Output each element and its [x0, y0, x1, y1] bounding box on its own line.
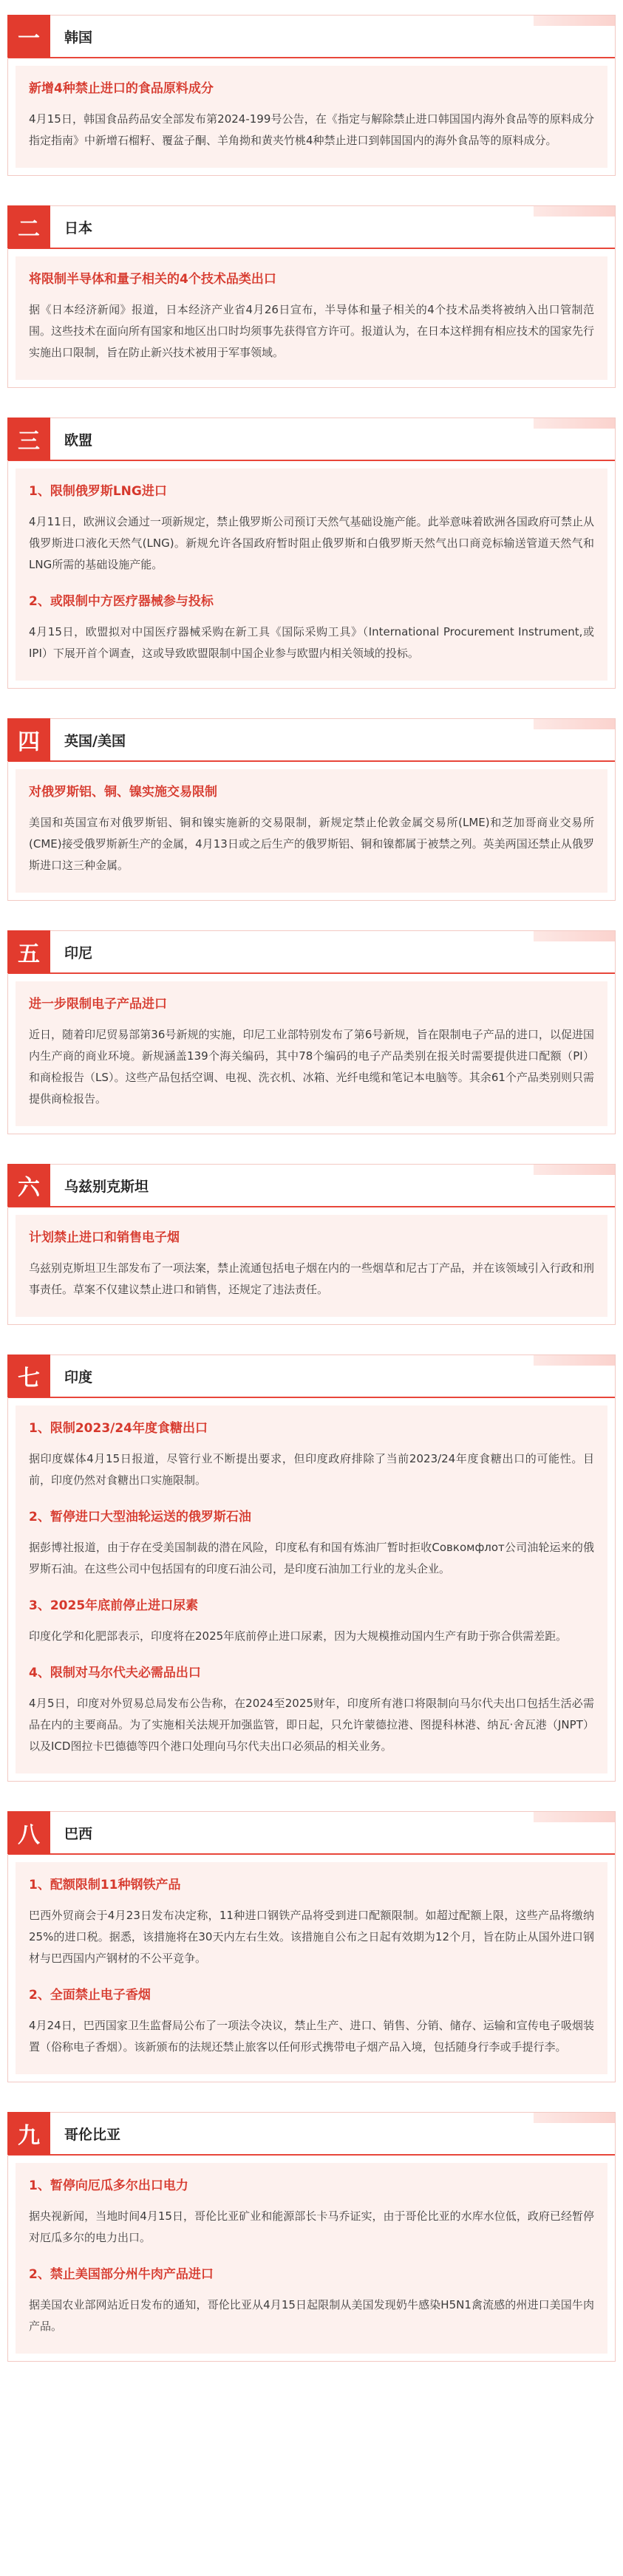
header-decoration — [534, 1355, 615, 1366]
item-title: 进一步限制电子产品进口 — [29, 997, 167, 1012]
section-header — [8, 16, 615, 58]
item-text: 据彭博社报道，由于存在受美国制裁的潜在风险，印度私有和国有炼油厂暂时拒收Совкомфлот公司油轮运来的俄罗斯石油。在这些公司中包括国有的印度石油公司，是印度石油加工行业的龙头企业。 — [29, 1541, 594, 1575]
section-body — [16, 256, 607, 380]
section-number: 一 — [7, 15, 50, 58]
item-text: 据美国农业部网站近日发布的通知，哥伦比亚从4月15日起限制从美国发现奶牛感染H5N1禽流感的州进口美国牛肉产品。 — [29, 2298, 594, 2333]
item-text: 乌兹别克斯坦卫生部发布了一项法案，禁止流通包括电子烟在内的一些烟草和尼古丁产品，并在该领域引入行政和刑事责任。草案不仅建议禁止进口和销售，还规定了违法责任。 — [29, 1261, 595, 1296]
item-title: 1、限制2023/24年度食糖出口 — [29, 1421, 208, 1436]
section-header — [8, 418, 615, 461]
section-list — [7, 15, 616, 2362]
item-text: 近日，随着印尼贸易部第36号新规的实施，印尼工业部特别发布了第6号新规，旨在限制电子产品的进口，以促进国内生产商的商业环境。新规涵盖139个海关编码，其中78个编码的电子产品类别在报关时需要提供进口配额（PI）和商检报告（LS）。这些产品包括空调、电视、洗衣机、冰箱、光纤电缆和笔记本电脑等。其余61个产品类别则只需提供商检报告。 — [29, 1028, 594, 1105]
section-body — [16, 1862, 607, 2074]
header-decoration — [534, 1165, 615, 1175]
section-number: 五 — [7, 930, 50, 973]
section-header — [8, 1355, 615, 1398]
section-number: 三 — [7, 418, 50, 460]
section-body — [16, 468, 607, 681]
country-title: 印度 — [64, 1369, 93, 1386]
item-text: 4月15日，欧盟拟对中国医疗器械采购在新工具《国际采购工具》（International Procurement Instrument,或IPI）下展开首个调查，这或导致欧盟限制中国企业参与欧盟内相关领域的投标。 — [29, 625, 594, 660]
item-title: 计划禁止进口和销售电子烟 — [29, 1230, 180, 1245]
country-title: 巴西 — [64, 1825, 93, 1842]
item-title: 1、配额限制11种钢铁产品 — [29, 1878, 181, 1892]
country-section — [7, 418, 616, 689]
item-text: 印度化学和化肥部表示，印度将在2025年底前停止进口尿素，因为大规模推动国内生产有助于弥合供需差距。 — [29, 1629, 568, 1643]
item-text: 据《日本经济新闻》报道，日本经济产业省4月26日宣布，半导体和量子相关的4个技术品类将被纳入出口管制范围。这些技术在面向所有国家和地区出口时均须事先获得官方许可。报道认为，在日本这样拥有相应技术的国家先行实施出口限制，旨在防止新兴技术被用于军事领域。 — [29, 303, 595, 359]
item-title: 对俄罗斯铝、铜、镍实施交易限制 — [29, 785, 217, 800]
item-title: 2、禁止美国部分州牛肉产品进口 — [29, 2267, 214, 2282]
country-title: 哥伦比亚 — [64, 2126, 121, 2143]
section-header — [8, 1165, 615, 1207]
header-decoration — [534, 2113, 615, 2123]
item-title: 1、暂停向厄瓜多尔出口电力 — [29, 2178, 188, 2193]
section-body — [16, 981, 607, 1126]
item-text: 据央视新闻，当地时间4月15日，哥伦比亚矿业和能源部长卡马乔证实，由于哥伦比亚的水库水位低，政府已经暂停对厄瓜多尔的电力出口。 — [29, 2209, 594, 2244]
section-body — [16, 2163, 607, 2354]
country-title: 日本 — [64, 219, 93, 236]
section-body — [16, 769, 607, 893]
header-decoration — [534, 16, 615, 26]
header-decoration — [534, 1812, 615, 1822]
item-title: 2、全面禁止电子香烟 — [29, 1988, 151, 2003]
section-header — [8, 2113, 615, 2156]
section-number: 九 — [7, 2112, 50, 2155]
header-decoration — [534, 206, 615, 217]
item-text: 4月15日，韩国食品药品安全部发布第2024-199号公告，在《指定与解除禁止进口韩国国内海外食品等的原料成分指定指南》中新增石榴籽、覆盆子酮、羊角拗和黄夹竹桃4种禁止进口到韩国国内的海外食品等的原料成分。 — [29, 112, 594, 147]
country-section — [7, 15, 616, 176]
section-header — [8, 931, 615, 974]
item-title: 新增4种禁止进口的食品原料成分 — [29, 81, 214, 96]
section-number: 二 — [7, 205, 50, 248]
country-title: 印尼 — [64, 944, 93, 961]
country-section — [7, 1811, 616, 2082]
section-header — [8, 1812, 615, 1855]
item-text: 巴西外贸商会于4月23日发布决定称，11种进口钢铁产品将受到进口配额限制。如超过配额上限，这些产品将缴纳25%的进口税。据悉，该措施将在30天内左右生效。该措施自公布之日起有效期为12个月，旨在防止从国外进口钢材与巴西国内产钢材的不公平竞争。 — [29, 1909, 594, 1965]
section-header — [8, 206, 615, 249]
section-body — [16, 66, 607, 168]
item-text: 据印度媒体4月15日报道，尽管行业不断提出要求，但印度政府排除了当前2023/24年度食糖出口的可能性。目前，印度仍然对食糖出口实施限制。 — [29, 1452, 594, 1487]
country-section — [7, 930, 616, 1134]
section-header — [8, 719, 615, 762]
item-title: 2、暂停进口大型油轮运送的俄罗斯石油 — [29, 1510, 251, 1524]
section-body — [16, 1215, 607, 1317]
item-text: 4月5日，印度对外贸易总局发布公告称，在2024至2025财年，印度所有港口将限制向马尔代夫出口包括生活必需品在内的主要商品。为了实施相关法规开加强监管，即日起，只允许蒙德拉港、图提科林港、纳瓦·舍瓦港（JNPT）以及ICD图拉卡巴德德等四个港口处理向马尔代夫出口必须品的相关业务。 — [29, 1697, 594, 1753]
item-title: 4、限制对马尔代夫必需品出口 — [29, 1666, 201, 1680]
item-title: 将限制半导体和量子相关的4个技术品类出口 — [29, 272, 276, 287]
country-title: 英国/美国 — [64, 732, 126, 749]
country-section — [7, 718, 616, 901]
item-title: 1、限制俄罗斯LNG进口 — [29, 484, 167, 499]
country-title: 韩国 — [64, 29, 93, 46]
item-text: 4月24日，巴西国家卫生监督局公布了一项法令决议，禁止生产、进口、销售、分销、储存、运输和宣传电子吸烟装置（俗称电子香烟）。该新颁布的法规还禁止旅客以任何形式携带电子烟产品入境，包括随身行李或手提行李。 — [29, 2019, 594, 2054]
country-section — [7, 2112, 616, 2362]
country-section — [7, 1355, 616, 1782]
item-text: 4月11日，欧洲议会通过一项新规定，禁止俄罗斯公司预订天然气基础设施产能。此举意味着欧洲各国政府可禁止从俄罗斯进口液化天然气(LNG)。新规允许各国政府暂时阻止俄罗斯和白俄罗斯天然气出口商竞标输送管道天然气和LNG所需的基础设施产能。 — [29, 515, 594, 571]
country-title: 欧盟 — [64, 432, 93, 449]
header-decoration — [534, 418, 615, 429]
section-number: 六 — [7, 1164, 50, 1207]
header-decoration — [534, 719, 615, 729]
section-number: 四 — [7, 718, 50, 761]
section-body — [16, 1405, 607, 1773]
country-title: 乌兹别克斯坦 — [64, 1178, 149, 1195]
country-section — [7, 205, 616, 388]
section-number: 八 — [7, 1811, 50, 1854]
country-section — [7, 1164, 616, 1325]
item-title: 3、2025年底前停止进口尿素 — [29, 1598, 199, 1613]
item-text: 美国和英国宣布对俄罗斯铝、铜和镍实施新的交易限制，新规定禁止伦敦金属交易所(LME)和芝加哥商业交易所(CME)接受俄罗斯新生产的金属，4月13日或之后生产的俄罗斯铝、铜和镍都属于被禁之列。英美两国还禁止从俄罗斯进口这三种金属。 — [29, 816, 594, 872]
header-decoration — [534, 931, 615, 941]
item-title: 2、或限制中方医疗器械参与投标 — [29, 594, 214, 609]
section-number: 七 — [7, 1355, 50, 1397]
